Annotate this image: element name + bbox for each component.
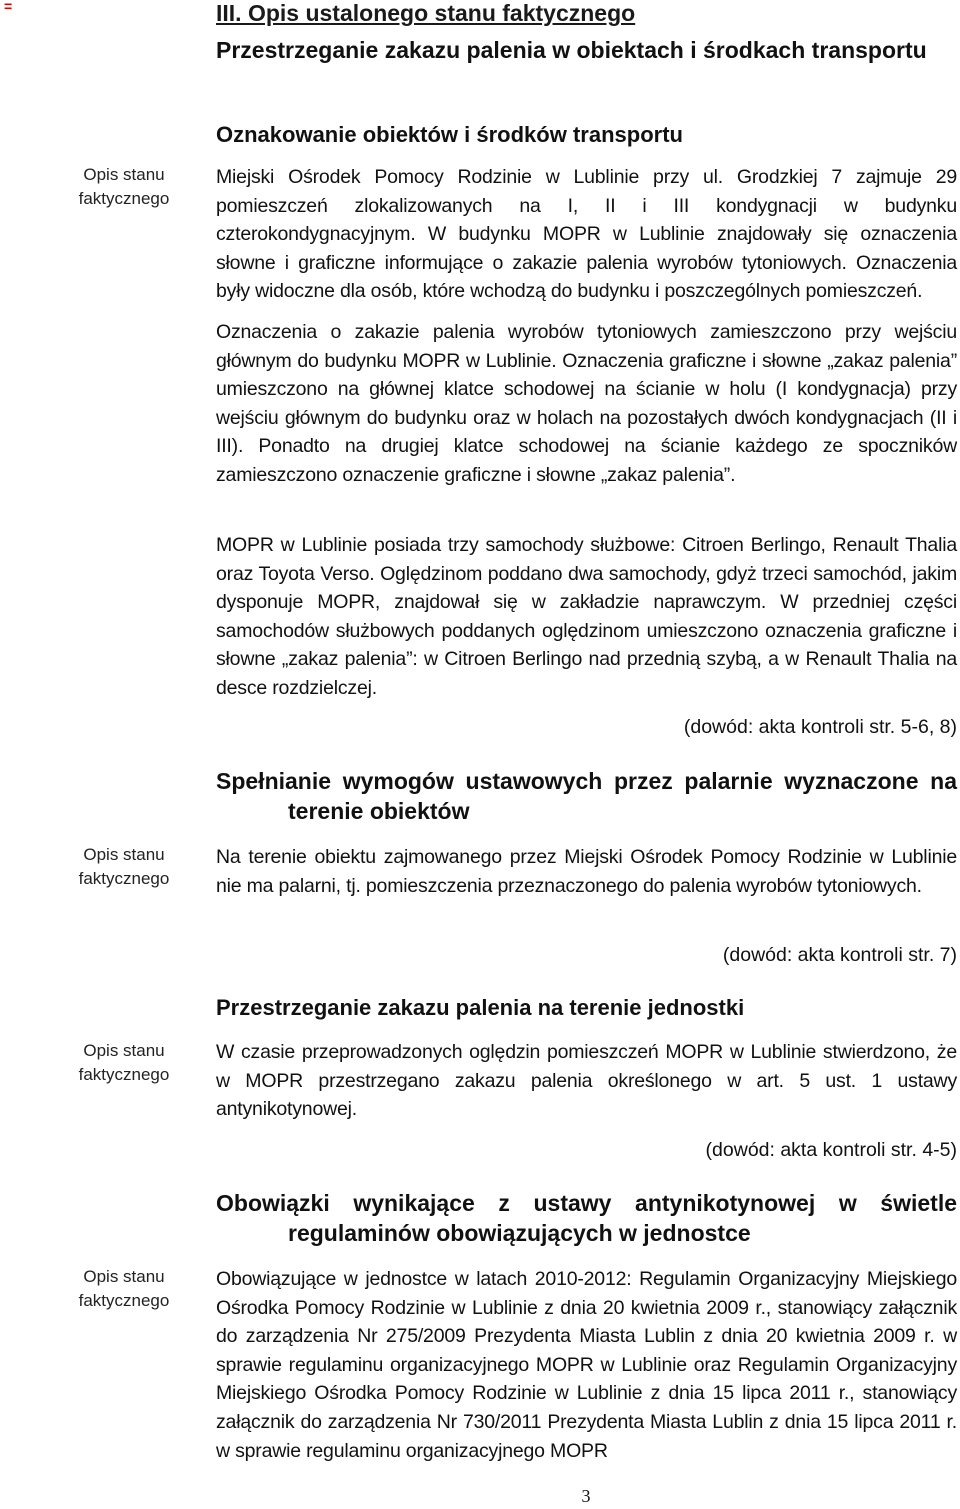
marking-paragraph-3 xyxy=(216,531,957,703)
paragraph: Miejski Ośrodek Pomocy Rodzinie w Lublinie przy ul. Grodzkiej 7 zajmuje 29 pomieszczeń zlokalizowanych na I, II i III kondygnacji w budynku czterokondygnacyjnym. W budynku MOPR w Lublinie znajdowały się oznaczenia słowne i graficzne informujące o zakazie palenia wyrobów tytoniowych. Oznaczenia były widoczne dla osób, które wchodzą do budynku i poszczególnych pomieszczeń. xyxy=(216,166,957,303)
paragraph: W czasie przeprowadzonych oględzin pomieszczeń MOPR w Lublinie stwierdzono, że w MOPR przestrzegano zakazu palenia określonego w art. 5 ust. 1 ustawy antynikotynowej. xyxy=(216,1041,957,1121)
heading-obligations: Obowiązki wynikające z ustawy antynikotynowej w świetle regulaminów obowiązujących w jednostce xyxy=(216,1190,957,1246)
paragraph: Obowiązujące w jednostce w latach 2010-2012: Regulamin Organizacyjny Miejskiego Ośrodka Pomocy Rodzinie w Lublinie z dnia 20 kwietnia 2009 r., stanowiący załącznik do zarządzenia Nr 275/2009 Prezydenta Miasta Lublin z dnia 20 kwietnia 2009 r. w sprawie regulaminu organizacyjnego MOPR w Lublinie oraz Regulamin Organizacyjny Miejskiego Ośrodka Pomocy Rodzinie w Lublinie z dnia 15 lipca 2011 r., stanowiący załącznik do zarządzenia Nr 730/2011 Prezydenta Miasta Lublin z dnia 15 lipca 2011 r. w sprawie regulaminu organizacyjnego MOPR xyxy=(216,1268,957,1462)
heading-smoking-ban: Przestrzeganie zakazu palenia w obiektach i środkach transportu xyxy=(216,37,927,63)
evidence-2-wrap xyxy=(216,941,957,969)
evidence-note: (dowód: akta kontroli str. 4-5) xyxy=(705,1139,957,1161)
marking-paragraph-1 xyxy=(216,163,957,306)
paragraph: Oznaczenia o zakazie palenia wyrobów tytoniowych zamieszczono przy wejściu głównym do budynku MOPR w Lublinie. Oznaczenia graficzne i słowne „zakaz palenia” umieszczono na głównej klatce schodowej na ścianie w holu (I kondygnacja) przy wejściu głównym do budynku oraz w holach na pozostałych dwóch kondygnacjach (II i III). Ponadto na drugiej klatce schodowej na ścianie każdego ze spoczników zamieszczono oznaczenie graficzne i słowne „zakaz palenia”. xyxy=(216,321,957,486)
side-label-2: Opis stanu faktycznego xyxy=(78,845,170,888)
evidence-3-wrap xyxy=(216,1136,957,1164)
heading-marking: Oznakowanie obiektów i środków transportu xyxy=(216,122,683,147)
subsection-smoking-rooms xyxy=(216,766,957,826)
heading-smoking-rooms: Spełnianie wymogów ustawowych przez palarnie wyznaczone na terenie obiektów xyxy=(216,768,957,824)
subsection-obligations xyxy=(216,1188,957,1248)
heading-observance: Przestrzeganie zakazu palenia na terenie jednostki xyxy=(216,995,745,1020)
section-title: III. Opis ustalonego stanu faktycznego xyxy=(216,0,636,26)
subsection-marking xyxy=(216,120,957,150)
smoking-rooms-paragraph xyxy=(216,843,957,900)
corner-mark: = xyxy=(4,0,13,14)
evidence-1-wrap xyxy=(216,713,957,741)
subsection-observance xyxy=(216,993,957,1023)
observance-paragraph xyxy=(216,1038,957,1124)
main-heading xyxy=(216,35,957,65)
obligations-paragraph xyxy=(216,1265,957,1465)
paragraph: Na terenie obiektu zajmowanego przez Miejski Ośrodek Pomocy Rodzinie w Lublinie nie ma palarni, tj. pomieszczenia przeznaczonego do palenia wyrobów tytoniowych. xyxy=(216,846,957,897)
marking-paragraph-2 xyxy=(216,318,957,490)
paragraph: MOPR w Lublinie posiada trzy samochody służbowe: Citroen Berlingo, Renault Thalia oraz Toyota Verso. Oględzinom poddano dwa samochody, gdyż trzeci samochód, jakim dysponuje MOPR, znajdował się w zakładzie naprawczym. W przedniej części samochodów służbowych poddanych oględzinom umieszczono oznaczenia graficzne i słowne „zakaz palenia”: w Citroen Berlingo nad przednią szybą, a w Renault Thalia na desce rozdzielczej. xyxy=(216,534,957,699)
side-label-3: Opis stanu faktycznego xyxy=(78,1041,170,1084)
page-number: 3 xyxy=(581,1486,591,1506)
side-label-1: Opis stanu faktycznego xyxy=(78,165,170,208)
evidence-note: (dowód: akta kontroli str. 5-6, 8) xyxy=(683,716,957,738)
evidence-note: (dowód: akta kontroli str. 7) xyxy=(722,944,957,966)
side-label-4: Opis stanu faktycznego xyxy=(78,1267,170,1310)
